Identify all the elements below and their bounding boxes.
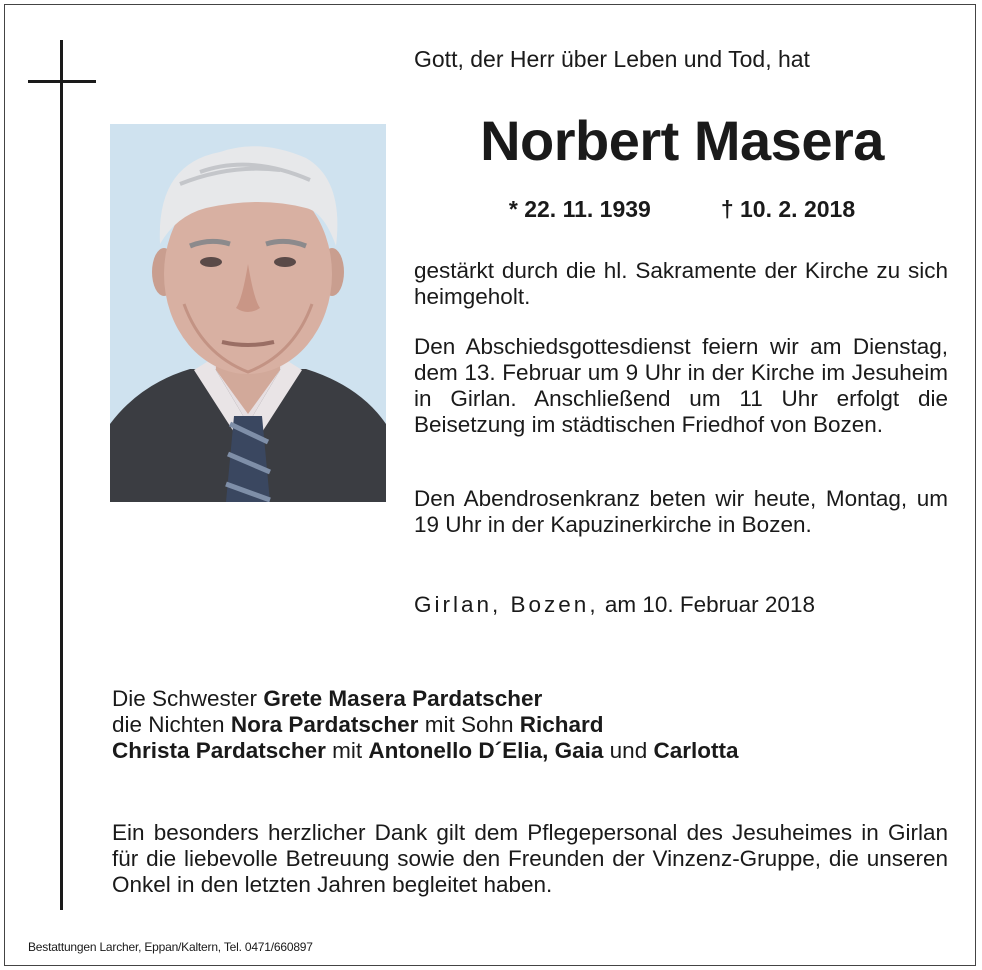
relation-label: die Nichten (112, 712, 225, 737)
mourners-list (112, 686, 739, 764)
portrait-illustration (110, 124, 386, 502)
mourner-name: Antonello D´Elia, Gaia (368, 738, 604, 763)
funeral-home-footer: Bestattungen Larcher, Eppan/Kaltern, Tel. 0471/660897 (28, 940, 313, 954)
relation-label: Die Schwester (112, 686, 258, 711)
mourner-name: Nora Pardatscher (230, 712, 419, 737)
portrait-photo (110, 124, 386, 502)
birth-date: * 22. 11. 1939 (508, 196, 651, 222)
cross-horizontal-bar (28, 80, 96, 83)
relation-label: mit (332, 738, 363, 763)
mourner-line-1 (112, 686, 739, 712)
mourner-line-3 (112, 738, 739, 764)
mourner-name: Carlotta (653, 738, 739, 763)
life-dates (414, 196, 950, 223)
rosary-paragraph: Den Abendrosenkranz beten wir heute, Montag, um 19 Uhr in der Kapuzinerkirche in Bozen. (414, 486, 948, 537)
thanks-paragraph: Ein besonders herzlicher Dank gilt dem Pflegepersonal des Jesuheimes in Girlan für die liebevolle Betreuung sowie den Freunden der Vinzenz-Gruppe, die unseren Onkel in den letzten Jahren begleitet haben. (112, 820, 948, 897)
mourner-name: Richard (519, 712, 604, 737)
mourner-line-2 (112, 712, 739, 738)
deceased-name: Norbert Masera (480, 109, 884, 172)
intro-line: Gott, der Herr über Leben und Tod, hat (414, 46, 810, 72)
funeral-service-paragraph: Den Abschiedsgottesdienst feiern wir am Dienstag, dem 13. Februar um 9 Uhr in der Kirche im Jesuheim in Girlan. Anschließend um 11 Uhr erfolgt die Beisetzung im städtischen Friedhof von Bozen. (414, 334, 948, 437)
relation-label: mit Sohn (424, 712, 514, 737)
conjunction: und (609, 738, 648, 763)
mourner-name: Grete Masera Pardatscher (263, 686, 543, 711)
cross-vertical-bar (60, 40, 63, 910)
place-names: Girlan, Bozen, (414, 592, 599, 617)
death-date: † 10. 2. 2018 (720, 196, 856, 222)
place-and-date (414, 592, 815, 618)
sacraments-paragraph: gestärkt durch die hl. Sakramente der Kirche zu sich heimgeholt. (414, 258, 948, 309)
mourner-name: Christa Pardatscher (112, 738, 326, 763)
announcement-date: am 10. Februar 2018 (604, 592, 815, 617)
